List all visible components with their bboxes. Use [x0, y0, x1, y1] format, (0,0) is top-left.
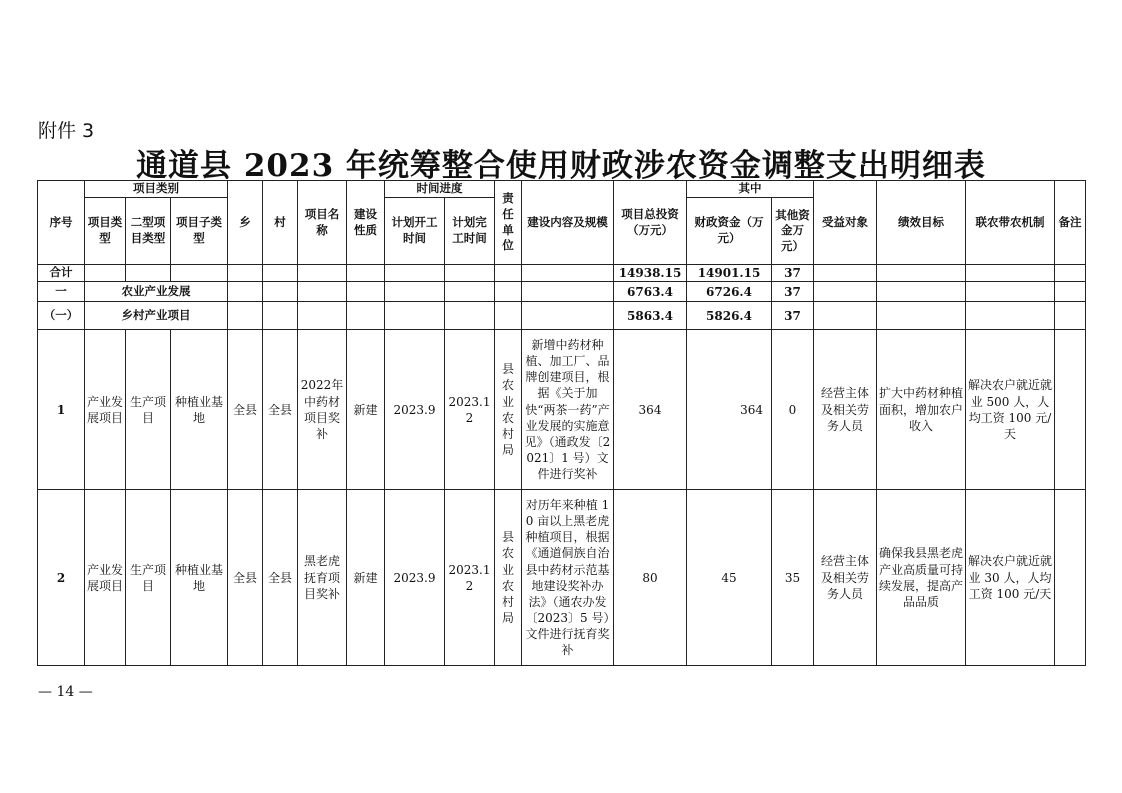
row-content-scale: 对历年来种植 10 亩以上黑老虎种植项目，根据《通道侗族自治县中药材示范基地建设奖补办法》（通农办发〔2023〕5 号）文件进行抚育奖补: [522, 490, 614, 666]
summary-other: 37: [772, 302, 814, 330]
row-fiscal: 45: [687, 490, 772, 666]
summary-total: 5863.4: [614, 302, 687, 330]
row-start-time: 2023.9: [385, 490, 445, 666]
header-farmer-link: 联农带农机制: [966, 181, 1055, 265]
header-of-which: 其中: [687, 181, 814, 198]
row-content-scale: 新增中药材种植、加工厂、品牌创建项目，根据《关于加快“两茶一药”产业发展的实施意见》（通政发〔2021〕1 号）文件进行奖补: [522, 330, 614, 490]
row-farmer-link: 解决农户就近就业 500 人，人均工资 100 元/天: [966, 330, 1055, 490]
row-total: 364: [614, 330, 687, 490]
row-performance-goal: 确保我县黑老虎产业高质量可持续发展，提高产品品质: [877, 490, 966, 666]
header-fiscal-funds: 财政资金（万元）: [687, 198, 772, 265]
header-other-funds: 其他资金万元）: [772, 198, 814, 265]
table-row: [38, 330, 1086, 490]
header-responsible-unit: 责任单位: [495, 181, 522, 265]
row-other: 35: [772, 490, 814, 666]
header-remarks: 备注: [1055, 181, 1086, 265]
row-seq: 2: [38, 490, 85, 666]
header-sub-type: 项目子类型: [171, 198, 228, 265]
header-township: 乡: [228, 181, 263, 265]
row-remarks: [1055, 330, 1086, 490]
row-start-time: 2023.9: [385, 330, 445, 490]
summary-other: 37: [772, 265, 814, 282]
row-project-name: 黑老虎抚育项目奖补: [298, 490, 347, 666]
row-project-type: 产业发展项目: [85, 330, 126, 490]
header-build-nature: 建设性质: [347, 181, 385, 265]
row-remarks: [1055, 490, 1086, 666]
row-beneficiary: 经营主体及相关劳务人员: [814, 490, 877, 666]
attachment-label: 附件 3: [38, 120, 95, 142]
header-total-investment: 项目总投资（万元）: [614, 181, 687, 265]
summary-total: 14938.15: [614, 265, 687, 282]
summary-total: 6763.4: [614, 282, 687, 302]
row-sub-type: 种植业基地: [171, 330, 228, 490]
row-township: 全县: [228, 490, 263, 666]
summary-label: 农业产业发展: [85, 282, 228, 302]
summary-row-subsection: [38, 302, 1086, 330]
header-beneficiary: 受益对象: [814, 181, 877, 265]
summary-row-total: [38, 265, 1086, 282]
row-total: 80: [614, 490, 687, 666]
header-village: 村: [263, 181, 298, 265]
header-time-group: 时间进度: [385, 181, 495, 198]
row-responsible-unit: 县农业农村局: [495, 330, 522, 490]
row-seq: 1: [38, 330, 85, 490]
row-farmer-link: 解决农户就近就业 30 人，人均工资 100 元/天: [966, 490, 1055, 666]
row-fiscal: 364: [687, 330, 772, 490]
header-level2-type: 二型项目类型: [126, 198, 171, 265]
header-category-group: 项目类别: [85, 181, 228, 198]
row-build-nature: 新建: [347, 490, 385, 666]
row-performance-goal: 扩大中药材种植面积，增加农户收入: [877, 330, 966, 490]
header-project-type: 项目类型: [85, 198, 126, 265]
row-responsible-unit: 县农业农村局: [495, 490, 522, 666]
row-build-nature: 新建: [347, 330, 385, 490]
row-level2-type: 生产项目: [126, 490, 171, 666]
header-end-time: 计划完工时间: [445, 198, 495, 265]
row-end-time: 2023.12: [445, 490, 495, 666]
row-other: 0: [772, 330, 814, 490]
header-performance-goal: 绩效目标: [877, 181, 966, 265]
row-village: 全县: [263, 330, 298, 490]
page-number: — 14 —: [38, 684, 93, 700]
summary-label: 乡村产业项目: [85, 302, 228, 330]
row-village: 全县: [263, 490, 298, 666]
summary-fiscal: 5826.4: [687, 302, 772, 330]
header-content-scale: 建设内容及规模: [522, 181, 614, 265]
summary-other: 37: [772, 282, 814, 302]
row-project-name: 2022年中药材项目奖补: [298, 330, 347, 490]
header-seq: 序号: [38, 181, 85, 265]
summary-fiscal: 14901.15: [687, 265, 772, 282]
summary-seq: 合计: [38, 265, 85, 282]
summary-seq: （一）: [38, 302, 85, 330]
row-project-type: 产业发展项目: [85, 490, 126, 666]
header-project-name: 项目名称: [298, 181, 347, 265]
summary-row-section: [38, 282, 1086, 302]
row-township: 全县: [228, 330, 263, 490]
row-sub-type: 种植业基地: [171, 490, 228, 666]
table-row: [38, 490, 1086, 666]
row-beneficiary: 经营主体及相关劳务人员: [814, 330, 877, 490]
detail-table: [37, 180, 1086, 666]
row-level2-type: 生产项目: [126, 330, 171, 490]
row-end-time: 2023.12: [445, 330, 495, 490]
summary-seq: 一: [38, 282, 85, 302]
header-start-time: 计划开工时间: [385, 198, 445, 265]
page-title: 通道县 2023 年统筹整合使用财政涉农资金调整支出明细表: [136, 148, 986, 184]
summary-fiscal: 6726.4: [687, 282, 772, 302]
